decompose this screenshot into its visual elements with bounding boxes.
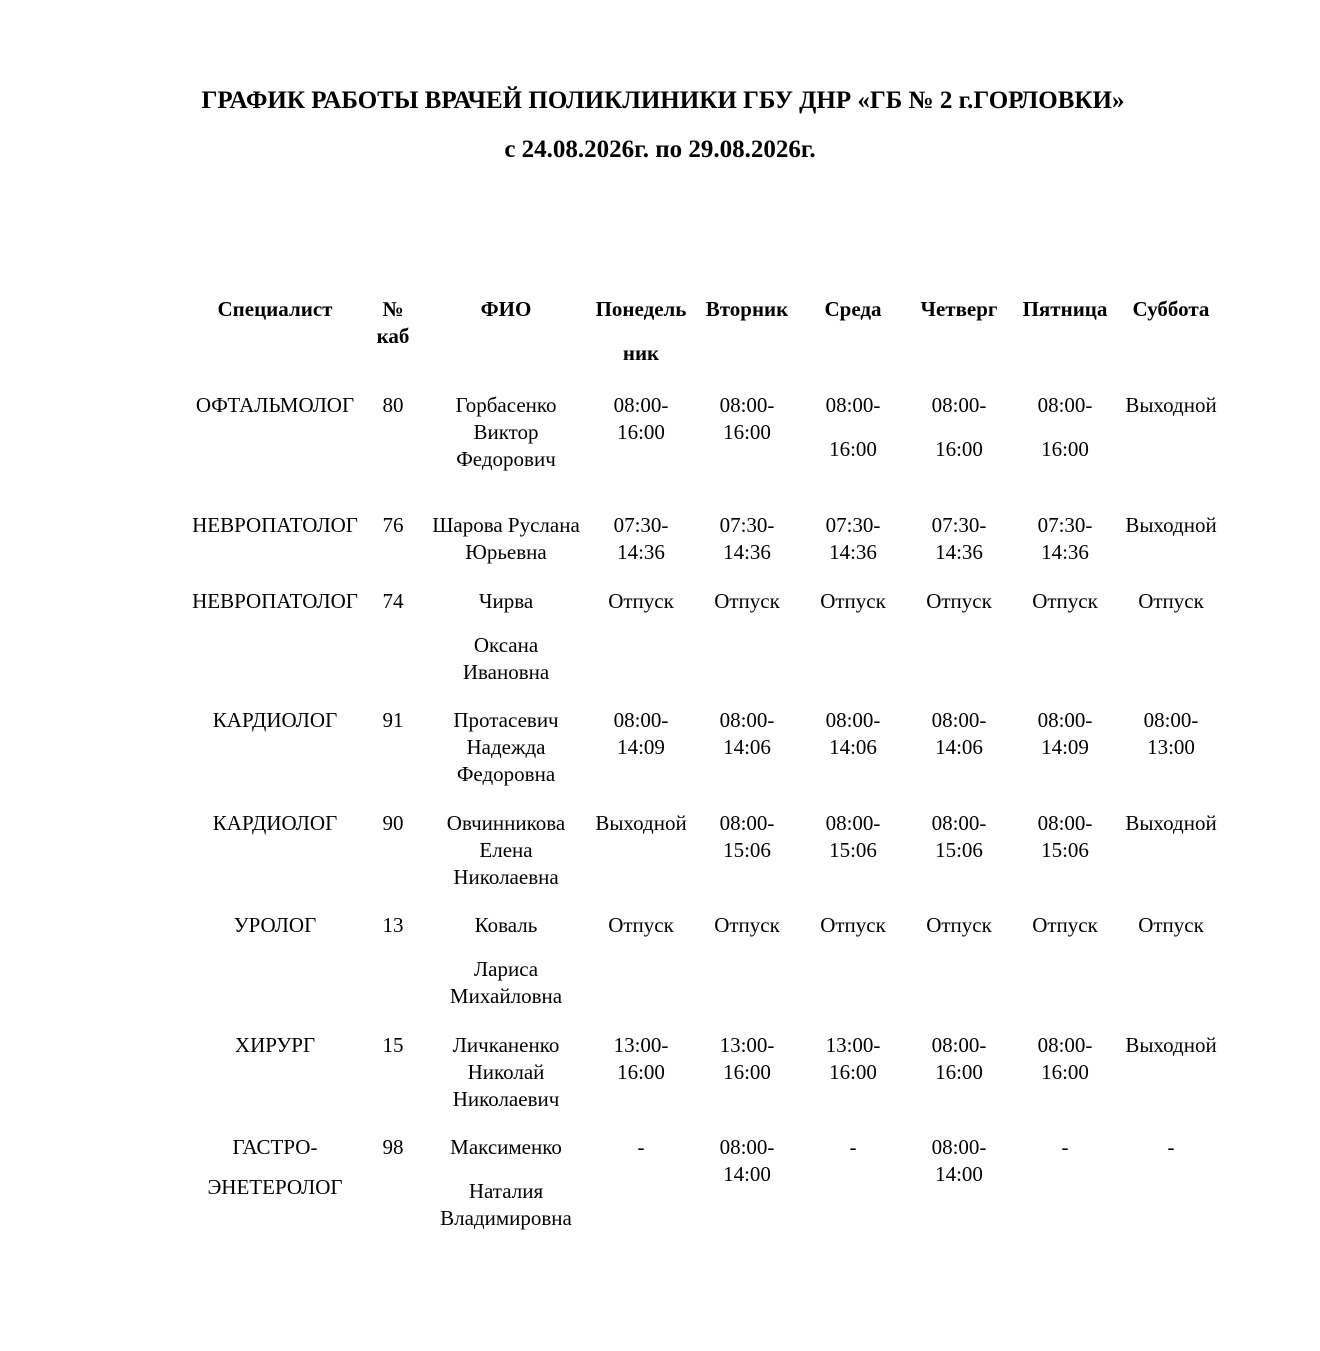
cell-friday bbox=[1012, 810, 1118, 912]
time-start: 08:00- bbox=[1143, 708, 1199, 732]
name-line: Овчинникова bbox=[446, 811, 566, 835]
cell-specialist: НЕВРОПАТОЛОГ bbox=[192, 513, 358, 537]
specialist-line: ЭНЕТЕРОЛОГ bbox=[207, 1175, 343, 1199]
time-start: 07:30- bbox=[931, 513, 987, 537]
name-line: Юрьевна bbox=[465, 540, 547, 564]
name-line: Личканенко bbox=[452, 1033, 560, 1057]
cell-name bbox=[424, 392, 588, 512]
cell-tuesday bbox=[694, 1134, 800, 1234]
time-start: 13:00- bbox=[825, 1033, 881, 1057]
table-row bbox=[188, 810, 1224, 912]
cell-thursday bbox=[906, 512, 1012, 588]
time-start: 07:30- bbox=[719, 513, 775, 537]
header-room-line2: каб bbox=[376, 324, 410, 348]
cell-specialist: НЕВРОПАТОЛОГ bbox=[192, 589, 358, 613]
time-start: 08:00- bbox=[931, 708, 987, 732]
time-start: 13:00- bbox=[613, 1033, 669, 1057]
cell-wednesday bbox=[800, 810, 906, 912]
cell-friday bbox=[1012, 512, 1118, 588]
name-line: Коваль bbox=[474, 913, 538, 937]
schedule-table bbox=[188, 296, 1224, 1234]
time-start: 08:00- bbox=[1037, 393, 1093, 417]
header-wednesday: Среда bbox=[824, 297, 882, 321]
table-row bbox=[188, 707, 1224, 810]
cell-monday: Отпуск bbox=[608, 589, 674, 613]
schedule-period: с 24.08.2026г. по 29.08.2026г. bbox=[504, 136, 816, 163]
cell-monday: - bbox=[637, 1135, 645, 1159]
cell-friday: Отпуск bbox=[1032, 589, 1098, 613]
time-end: 14:36 bbox=[617, 540, 665, 564]
cell-friday: - bbox=[1061, 1135, 1069, 1159]
cell-thursday: Отпуск bbox=[926, 913, 992, 937]
cell-thursday bbox=[906, 707, 1012, 810]
time-end: 13:00 bbox=[1147, 735, 1195, 759]
time-end: 16:00 bbox=[723, 420, 771, 444]
name-line: Лариса bbox=[473, 957, 539, 981]
table-row bbox=[188, 588, 1224, 707]
table-header-row bbox=[188, 296, 1224, 392]
name-line: Протасевич bbox=[453, 708, 559, 732]
cell-specialist: КАРДИОЛОГ bbox=[212, 811, 338, 835]
table-row bbox=[188, 1134, 1224, 1234]
table-row bbox=[188, 1032, 1224, 1134]
time-end: 14:09 bbox=[1041, 735, 1089, 759]
cell-thursday bbox=[906, 1134, 1012, 1234]
cell-monday bbox=[588, 707, 694, 810]
time-end: 14:09 bbox=[617, 735, 665, 759]
time-start: 08:00- bbox=[1037, 708, 1093, 732]
cell-room: 90 bbox=[382, 811, 404, 835]
cell-specialist: ХИРУРГ bbox=[234, 1033, 316, 1057]
time-end: 16:00 bbox=[617, 1060, 665, 1084]
cell-wednesday bbox=[800, 707, 906, 810]
cell-wednesday bbox=[800, 512, 906, 588]
cell-thursday bbox=[906, 1032, 1012, 1134]
time-end: 14:06 bbox=[935, 735, 983, 759]
header-monday-line2: ник bbox=[622, 341, 660, 365]
cell-room: 13 bbox=[382, 913, 404, 937]
cell-saturday: Отпуск bbox=[1138, 589, 1204, 613]
name-line: Горбасенко bbox=[455, 393, 557, 417]
table-row bbox=[188, 392, 1224, 512]
cell-tuesday bbox=[694, 512, 800, 588]
time-start: 08:00- bbox=[825, 811, 881, 835]
cell-saturday: Выходной bbox=[1125, 811, 1217, 835]
name-line: Шарова Руслана bbox=[432, 513, 580, 537]
time-start: 07:30- bbox=[613, 513, 669, 537]
time-start: 08:00- bbox=[931, 1135, 987, 1159]
cell-friday: Отпуск bbox=[1032, 913, 1098, 937]
header-room-line1: № bbox=[382, 297, 404, 321]
cell-wednesday bbox=[800, 392, 906, 512]
header-name: ФИО bbox=[480, 297, 532, 321]
name-line: Максименко bbox=[450, 1135, 562, 1159]
time-end: 14:36 bbox=[1041, 540, 1089, 564]
cell-specialist: УРОЛОГ bbox=[233, 913, 317, 937]
cell-room: 76 bbox=[382, 513, 404, 537]
name-line: Николаевич bbox=[452, 1087, 560, 1111]
time-end: 14:36 bbox=[829, 540, 877, 564]
cell-tuesday: Отпуск bbox=[714, 589, 780, 613]
header-saturday: Суббота bbox=[1132, 297, 1210, 321]
cell-name bbox=[424, 588, 588, 707]
time-end: 14:36 bbox=[935, 540, 983, 564]
cell-tuesday bbox=[694, 1032, 800, 1134]
cell-thursday: Отпуск bbox=[926, 589, 992, 613]
time-end: 16:00 bbox=[829, 1060, 877, 1084]
time-start: 13:00- bbox=[719, 1033, 775, 1057]
cell-room: 98 bbox=[382, 1135, 404, 1159]
name-line: Николаевна bbox=[453, 865, 559, 889]
time-start: 08:00- bbox=[1037, 811, 1093, 835]
cell-wednesday: Отпуск bbox=[820, 913, 886, 937]
name-line: Федорович bbox=[456, 447, 556, 471]
name-line: Виктор bbox=[473, 420, 539, 444]
time-end: 15:06 bbox=[935, 838, 983, 862]
time-start: 08:00- bbox=[719, 811, 775, 835]
cell-friday bbox=[1012, 1032, 1118, 1134]
cell-friday bbox=[1012, 392, 1118, 512]
name-line: Елена bbox=[479, 838, 533, 862]
time-end: 16:00 bbox=[617, 420, 665, 444]
name-line: Федоровна bbox=[456, 762, 556, 786]
time-start: 07:30- bbox=[825, 513, 881, 537]
name-line: Николай bbox=[467, 1060, 545, 1084]
time-start: 08:00- bbox=[719, 708, 775, 732]
time-start: 08:00- bbox=[1037, 1033, 1093, 1057]
header-room bbox=[362, 296, 424, 392]
name-line: Чирва bbox=[478, 589, 534, 613]
cell-saturday: - bbox=[1167, 1135, 1175, 1159]
time-start: 08:00- bbox=[613, 393, 669, 417]
name-line: Михайловна bbox=[449, 984, 563, 1008]
cell-monday bbox=[588, 1032, 694, 1134]
time-start: 08:00- bbox=[825, 708, 881, 732]
name-line: Владимировна bbox=[440, 1206, 572, 1230]
cell-room: 91 bbox=[382, 708, 404, 732]
cell-monday: Выходной bbox=[595, 811, 687, 835]
time-end: 15:06 bbox=[829, 838, 877, 862]
cell-room: 15 bbox=[382, 1033, 404, 1057]
cell-name bbox=[424, 1134, 588, 1234]
header-monday bbox=[588, 296, 694, 392]
cell-room: 74 bbox=[382, 589, 404, 613]
time-start: 08:00- bbox=[719, 393, 775, 417]
time-start: 08:00- bbox=[931, 811, 987, 835]
table-row bbox=[188, 512, 1224, 588]
cell-monday bbox=[588, 392, 694, 512]
time-start: 08:00- bbox=[719, 1135, 775, 1159]
name-line: Наталия bbox=[468, 1179, 544, 1203]
cell-tuesday bbox=[694, 392, 800, 512]
cell-name bbox=[424, 810, 588, 912]
cell-wednesday: Отпуск bbox=[820, 589, 886, 613]
cell-specialist: КАРДИОЛОГ bbox=[212, 708, 338, 732]
header-monday-line1: Понедель bbox=[595, 297, 687, 321]
cell-friday bbox=[1012, 707, 1118, 810]
cell-thursday bbox=[906, 810, 1012, 912]
cell-room: 80 bbox=[382, 393, 404, 417]
name-line: Ивановна bbox=[462, 660, 550, 684]
specialist-line: ГАСТРО- bbox=[232, 1135, 318, 1159]
time-end: 14:06 bbox=[723, 735, 771, 759]
cell-thursday bbox=[906, 392, 1012, 512]
time-end: 16:00 bbox=[723, 1060, 771, 1084]
time-start: 08:00- bbox=[931, 1033, 987, 1057]
header-friday: Пятница bbox=[1022, 297, 1108, 321]
cell-wednesday: - bbox=[849, 1135, 857, 1159]
name-line: Надежда bbox=[466, 735, 546, 759]
cell-name bbox=[424, 512, 588, 588]
cell-saturday: Выходной bbox=[1125, 393, 1217, 417]
cell-name bbox=[424, 1032, 588, 1134]
time-start: 07:30- bbox=[1037, 513, 1093, 537]
cell-saturday: Выходной bbox=[1125, 513, 1217, 537]
table-row bbox=[188, 912, 1224, 1032]
time-end: 15:06 bbox=[723, 838, 771, 862]
document-title: ГРАФИК РАБОТЫ ВРАЧЕЙ ПОЛИКЛИНИКИ ГБУ ДНР «ГБ № 2 г.ГОРЛОВКИ» bbox=[201, 87, 1125, 114]
cell-wednesday bbox=[800, 1032, 906, 1134]
header-thursday: Четверг bbox=[920, 297, 998, 321]
name-line: Оксана bbox=[473, 633, 539, 657]
time-start: 08:00- bbox=[613, 708, 669, 732]
cell-monday bbox=[588, 512, 694, 588]
time-end: 14:00 bbox=[723, 1162, 771, 1186]
cell-saturday bbox=[1118, 707, 1224, 810]
time-end: 14:06 bbox=[829, 735, 877, 759]
time-end: 14:00 bbox=[935, 1162, 983, 1186]
cell-tuesday bbox=[694, 810, 800, 912]
time-end: 16:00 bbox=[1041, 1060, 1089, 1084]
header-tuesday: Вторник bbox=[705, 297, 789, 321]
time-end: 16:00 bbox=[935, 1060, 983, 1084]
time-end: 16:00 bbox=[935, 437, 983, 461]
time-start: 08:00- bbox=[825, 393, 881, 417]
cell-tuesday bbox=[694, 707, 800, 810]
cell-specialist: ОФТАЛЬМОЛОГ bbox=[195, 393, 355, 417]
cell-name bbox=[424, 707, 588, 810]
cell-saturday: Выходной bbox=[1125, 1033, 1217, 1057]
cell-tuesday: Отпуск bbox=[714, 913, 780, 937]
cell-monday: Отпуск bbox=[608, 913, 674, 937]
time-start: 08:00- bbox=[931, 393, 987, 417]
time-end: 16:00 bbox=[829, 437, 877, 461]
time-end: 14:36 bbox=[723, 540, 771, 564]
time-end: 15:06 bbox=[1041, 838, 1089, 862]
time-end: 16:00 bbox=[1041, 437, 1089, 461]
cell-saturday: Отпуск bbox=[1138, 913, 1204, 937]
header-specialist: Специалист bbox=[217, 297, 333, 321]
cell-name bbox=[424, 912, 588, 1032]
cell-specialist bbox=[188, 1134, 362, 1234]
